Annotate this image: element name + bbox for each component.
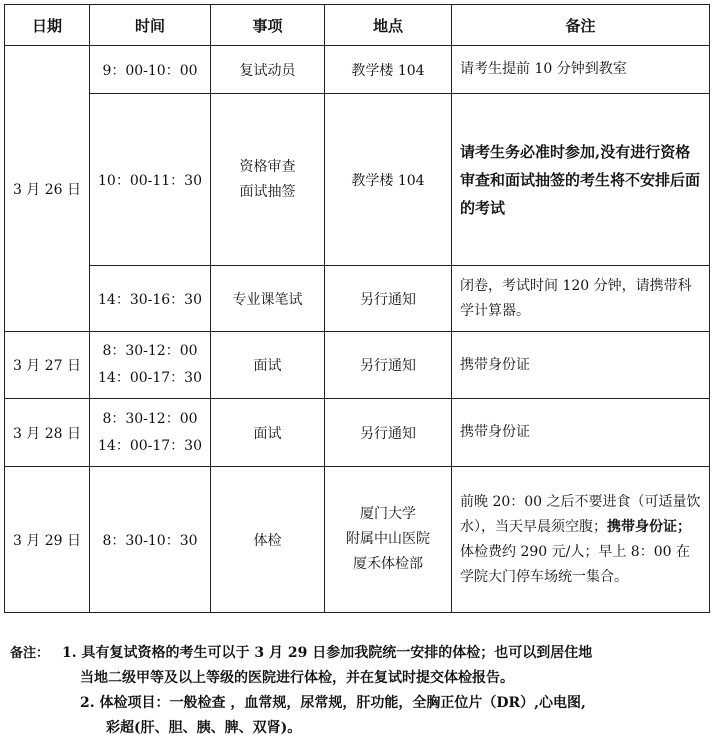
table-row bbox=[5, 46, 710, 94]
footnote-2-line1: 2. 体检项目：一般检查 ，血常规，尿常规，肝功能，全胸正位片（DR）,心电图, bbox=[80, 695, 586, 711]
date-cell: 3 月 26 日 bbox=[5, 46, 90, 332]
note-cell: 闭卷，考试时间 120 分钟，请携带科学计算器。 bbox=[452, 266, 710, 332]
location-line: 厦禾体检部 bbox=[353, 556, 423, 572]
header-location: 地点 bbox=[325, 5, 452, 46]
location-cell: 另行通知 bbox=[325, 332, 452, 399]
event-cell: 面试 bbox=[211, 399, 325, 467]
note-cell: 请考生提前 10 分钟到教室 bbox=[452, 46, 710, 94]
time-cell: 10：00-11：30 bbox=[90, 94, 211, 266]
note-cell: 请考生务必准时参加,没有进行资格审查和面试抽签的考生将不安排后面的考试 bbox=[452, 94, 710, 266]
header-time: 时间 bbox=[90, 5, 211, 46]
time-line: 14：00-17：30 bbox=[98, 437, 202, 454]
event-cell: 面试 bbox=[211, 332, 325, 399]
header-date: 日期 bbox=[5, 5, 90, 46]
date-cell: 3 月 28 日 bbox=[5, 399, 90, 467]
event-cell: 体检 bbox=[211, 467, 325, 613]
footnote-1-line1: 1. 具有复试资格的考生可以于 3 月 29 日参加我院统一安排的体检；也可以到居住地 bbox=[62, 645, 593, 661]
time-cell bbox=[90, 399, 211, 467]
location-line: 附属中山医院 bbox=[346, 531, 430, 547]
footnote-1 bbox=[62, 641, 712, 691]
footnote-2 bbox=[80, 691, 712, 741]
header-note: 备注 bbox=[452, 5, 710, 46]
time-line: 8：30-12：00 bbox=[102, 410, 198, 427]
table-row bbox=[5, 467, 710, 613]
note-cell: 携带身份证 bbox=[452, 332, 710, 399]
table-row bbox=[5, 94, 710, 266]
event-cell: 专业课笔试 bbox=[211, 266, 325, 332]
table-row bbox=[5, 266, 710, 332]
location-cell: 教学楼 104 bbox=[325, 94, 452, 266]
event-line: 资格审查 bbox=[239, 158, 296, 175]
location-cell: 教学楼 104 bbox=[325, 46, 452, 94]
note-text: 前晚 20：00 之后不要进食（可适量饮水），当天早晨须空腹； bbox=[460, 493, 701, 535]
footnote-label: 备注： bbox=[10, 646, 50, 661]
header-event: 事项 bbox=[211, 5, 325, 46]
note-cell bbox=[452, 467, 710, 613]
note-text: 体检费约 290 元/人；早上 8：00 在学院大门停车场统一集合。 bbox=[460, 543, 690, 585]
date-cell: 3 月 29 日 bbox=[5, 467, 90, 613]
time-line: 14：00-17：30 bbox=[98, 370, 202, 386]
time-line: 8：30-12：00 bbox=[102, 343, 198, 359]
location-line: 厦门大学 bbox=[360, 506, 416, 522]
table-row bbox=[5, 399, 710, 467]
event-cell: 复试动员 bbox=[211, 46, 325, 94]
location-cell: 另行通知 bbox=[325, 266, 452, 332]
date-cell: 3 月 27 日 bbox=[5, 332, 90, 399]
time-cell bbox=[90, 332, 211, 399]
location-cell: 另行通知 bbox=[325, 399, 452, 467]
schedule-table bbox=[4, 4, 710, 613]
event-line: 面试抽签 bbox=[239, 183, 296, 200]
time-cell: 14：30-16：30 bbox=[90, 266, 211, 332]
event-cell bbox=[211, 94, 325, 266]
footnote-2-line2: 彩超(肝、胆、胰、脾、双肾)。 bbox=[106, 720, 302, 736]
footnote-1-line2: 当地二级甲等及以上等级的医院进行体检，并在复试时提交体检报告。 bbox=[80, 670, 514, 686]
note-text-bold: 携带身份证； bbox=[607, 518, 691, 535]
time-cell: 8：30-10：30 bbox=[90, 467, 211, 613]
note-cell: 携带身份证 bbox=[452, 399, 710, 467]
header-row bbox=[5, 5, 710, 46]
table-row bbox=[5, 332, 710, 399]
location-cell bbox=[325, 467, 452, 613]
time-cell: 9：00-10：00 bbox=[90, 46, 211, 94]
